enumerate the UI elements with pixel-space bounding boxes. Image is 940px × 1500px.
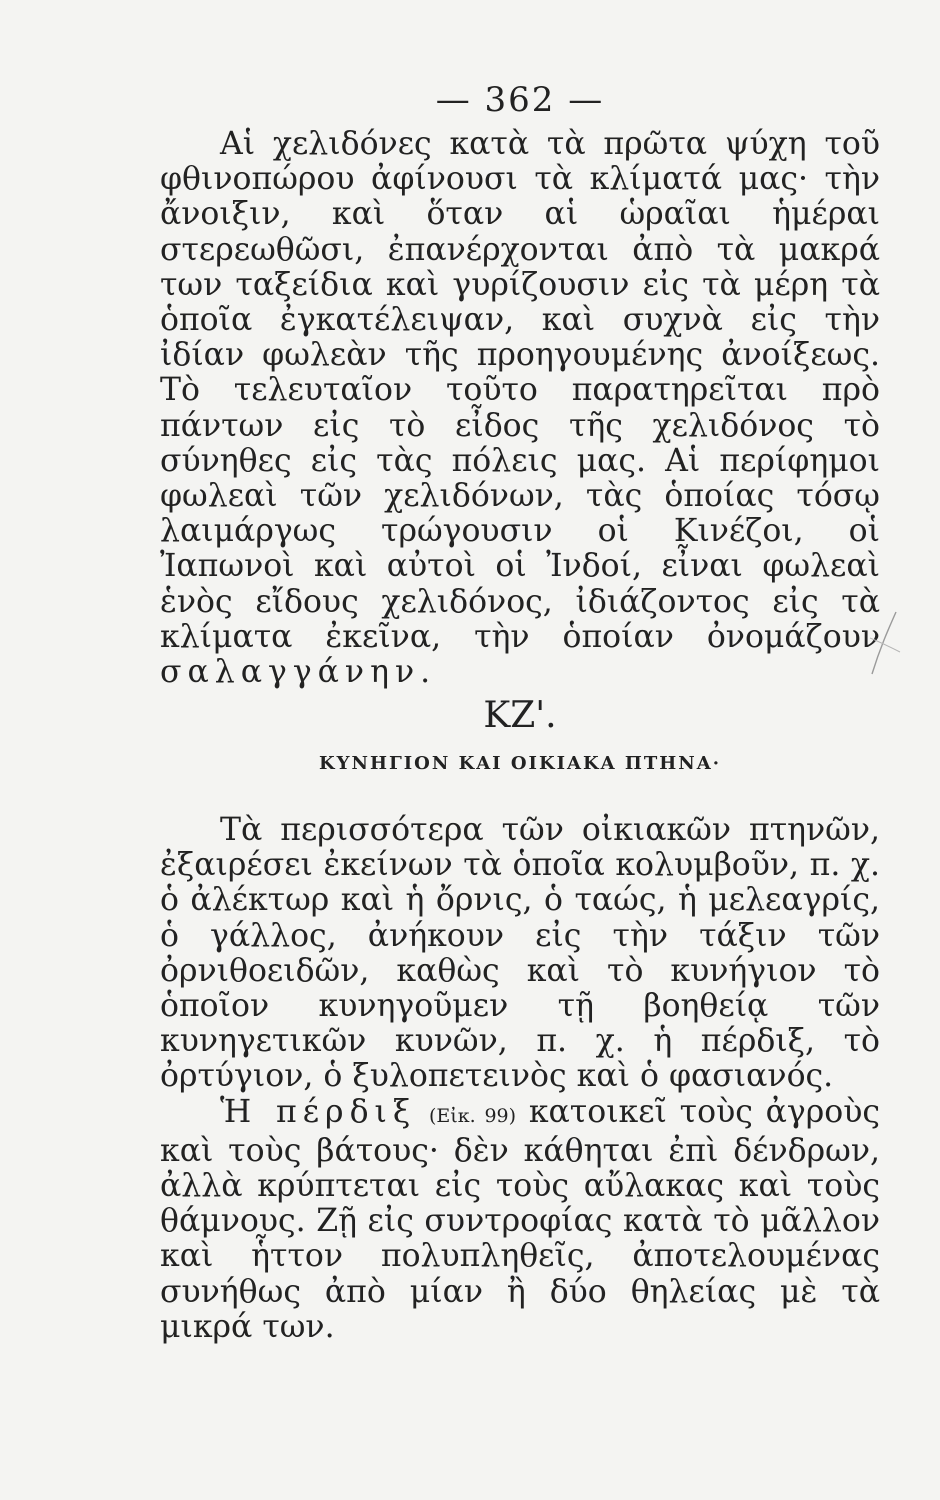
swallow-paragraph-block (160, 127, 880, 690)
poultry-section (160, 813, 880, 1345)
chapter-title: ΚΥΝΗΓΙΟΝ ΚΑΙ ΟΙΚΙΑΚΑ ΠΤΗΝΑ· (319, 753, 721, 774)
partridge-paragraph (160, 1095, 880, 1345)
margin-pencil-mark (866, 608, 906, 678)
partridge-spaced-heading: Ἡ πέρδιξ (220, 1093, 417, 1130)
partridge-paragraph-text: κατοικεῖ τοὺς ἀγροὺς καὶ τοὺς βάτους· δὲν κάθηται ἐπὶ δένδρων, ἀλλὰ κρύπτεται εἰς τοὺς αὔλακας καὶ τοὺς θάμνους. Ζῇ εἰς συντροφίας κατὰ τὸ μᾶλλον καὶ ἧττον πολυπληθεῖς, ἀποτελουμένας συνήθως ἀπὸ μίαν ἢ δύο θηλείας μὲ τὰ μικρά των. (160, 1093, 881, 1345)
swallow-paragraph (160, 127, 880, 690)
swallow-paragraph-text: Αἱ χελιδόνες κατὰ τὰ πρῶτα ψύχη τοῦ φθινοπώρου ἀφίνουσι τὰ κλίματά μας· τὴν ἄνοιξιν, καὶ ὅταν αἱ ὡραῖαι ἡμέραι στερεωθῶσι, ἐπανέρχονται ἀπὸ τὰ μακρά των ταξείδια καὶ γυρίζουσιν εἰς τὰ μέρη τὰ ὁποῖα ἐγκατέλειψαν, καὶ συχνὰ εἰς τὴν ἰδίαν φωλεὰν τῆς προηγουμένης ἀνοίξεως. Τὸ τελευταῖον τοῦτο παρατηρεῖται πρὸ πάντων εἰς τὸ εἶδος τῆς χελιδόνος τὸ σύνηθες εἰς τὰς πόλεις μας. Αἱ περίφημοι φωλεαὶ τῶν χελιδόνων, τὰς ὁποίας τόσῳ λαιμάργως τρώγουσιν οἱ Κινέζοι, οἱ Ἰαπωνοὶ καὶ αὐτοὶ οἱ Ἰνδοί, εἶναι φωλεαὶ ἑνὸς εἴδους χελιδόνος, ἰδιάζοντος εἰς τὰ κλίματα ἐκεῖνα, τὴν ὁποίαν ὀνομάζουν (160, 126, 880, 655)
poultry-paragraph: Τὰ περισσότερα τῶν οἰκιακῶν πτηνῶν, ἐξαιρέσει ἐκείνων τὰ ὁποῖα κολυμβοῦν, π. χ. ὁ ἀλέκτωρ καὶ ἡ ὄρνις, ὁ ταώς, ἡ μελεαγρίς, ὁ γάλλος, ἀνήκουν εἰς τὴν τάξιν τῶν ὀρνιθοειδῶν, καθὼς καὶ τὸ κυνήγιον τὸ ὁποῖον κυνηγοῦμεν τῇ βοηθείᾳ τῶν κυνηγετικῶν κυνῶν, π. χ. ἡ πέρδιξ, τὸ ὀρτύγιον, ὁ ξυλοπετεινὸς καὶ ὁ φασιανός. (160, 812, 880, 1095)
figure-reference: (Εἰκ. 99) (429, 1104, 517, 1127)
chapter-number: ΚΖ'. (483, 695, 557, 736)
salangane-spaced-word: σαλαγγάνην. (160, 654, 437, 691)
page-number: — 362 — (435, 80, 605, 120)
